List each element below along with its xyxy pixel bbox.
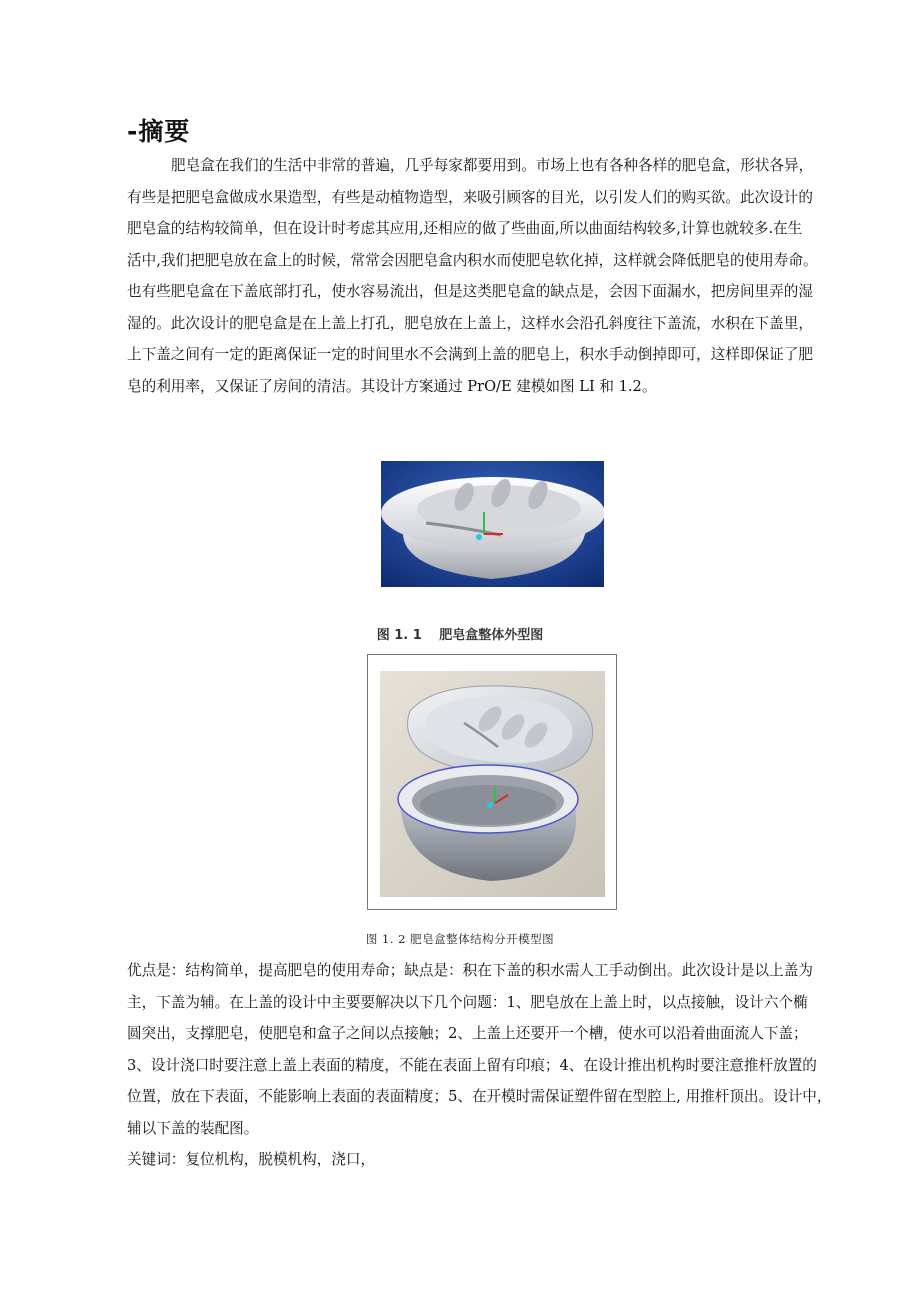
keywords-line: 关键词：复位机构，脱模机构，浇口， <box>127 1151 376 1168</box>
text-line: 肥皂盒在我们的生活中非常的普遍，几乎每家都要用到。市场上也有各种各样的肥皂盒，形状各异， <box>171 157 814 174</box>
text-line: 湿的。此次设计的肥皂盒是在上盖上打孔，肥皂放在上盖上，这样水会沿孔斜度往下盖流，水积在下盖里， <box>127 314 813 332</box>
text-line: 也有些肥皂盒在下盖底部打孔，使水容易流出，但是这类肥皂盒的缺点是，会因下面漏水，把房间里弄的湿 <box>127 283 813 300</box>
text-line: 肥皂盒的结构较简单，但在设计时考虑其应用,还相应的做了些曲面,所以曲面结构较多,计算也就较多.在生 <box>127 220 803 237</box>
abstract-paragraph <box>127 150 867 402</box>
text-line: 有些是把肥皂盒做成水果造型，有些是动植物造型，来吸引顾客的目光，以引发人们的购买欲。此次设计的 <box>127 188 813 206</box>
text-line: 上下盖之间有一定的距离保证一定的时间里水不会满到上盖的肥皂上，积水手动倒掉即可，这样即保证了肥 <box>127 346 813 363</box>
figure-frame <box>367 654 617 910</box>
text-line: 圆突出，支撑肥皂，使肥皂和盒子之间以点接触；2、上盖上还要开一个槽，使水可以沿着曲面流人下盖； <box>127 1025 808 1042</box>
soap-dish-exploded-image <box>380 671 605 897</box>
text-line: 3、设计浇口时要注意上盖上表面的精度，不能在表面上留有印痕；4、在设计推出机构时要注意推杆放置的 <box>127 1056 817 1074</box>
text-line: 活中,我们把肥皂放在盒上的时候，常常会因肥皂盒内积水而使肥皂软化掉，这样就会降低肥皂的使用寿命。 <box>127 251 818 269</box>
text-line: 优点是：结构简单，提高肥皂的使用寿命；缺点是：积在下盖的积水需人工手动倒出。此次设计是以上盖为 <box>127 962 813 979</box>
text-line: 皂的利用率，又保证了房间的清洁。其设计方案通过 PrO/E 建模如图 LI 和 1.2。 <box>127 377 657 395</box>
soap-dish-assembled-image <box>381 461 604 587</box>
figure-caption: 图 1. 2 肥皂盒整体结构分开模型图 <box>365 932 555 946</box>
text-line: 主，下盖为辅。在上盖的设计中主要要解决以下几个问题：1、肥皂放在上盖上时，以点接触，设计六个椭 <box>127 993 808 1011</box>
text-line: 位置，放在下表面，不能影响上表面的表面精度；5、在开模时需保证塑件留在型腔上, 用推杆顶出。设计中， <box>127 1088 832 1105</box>
figure-caption: 图 1. 1 肥皂盒整体外型图 <box>376 628 544 643</box>
page-title: -摘要 <box>127 117 191 146</box>
advantages-paragraph <box>127 955 867 1176</box>
text-line: 辅以下盖的装配图。 <box>127 1119 259 1137</box>
